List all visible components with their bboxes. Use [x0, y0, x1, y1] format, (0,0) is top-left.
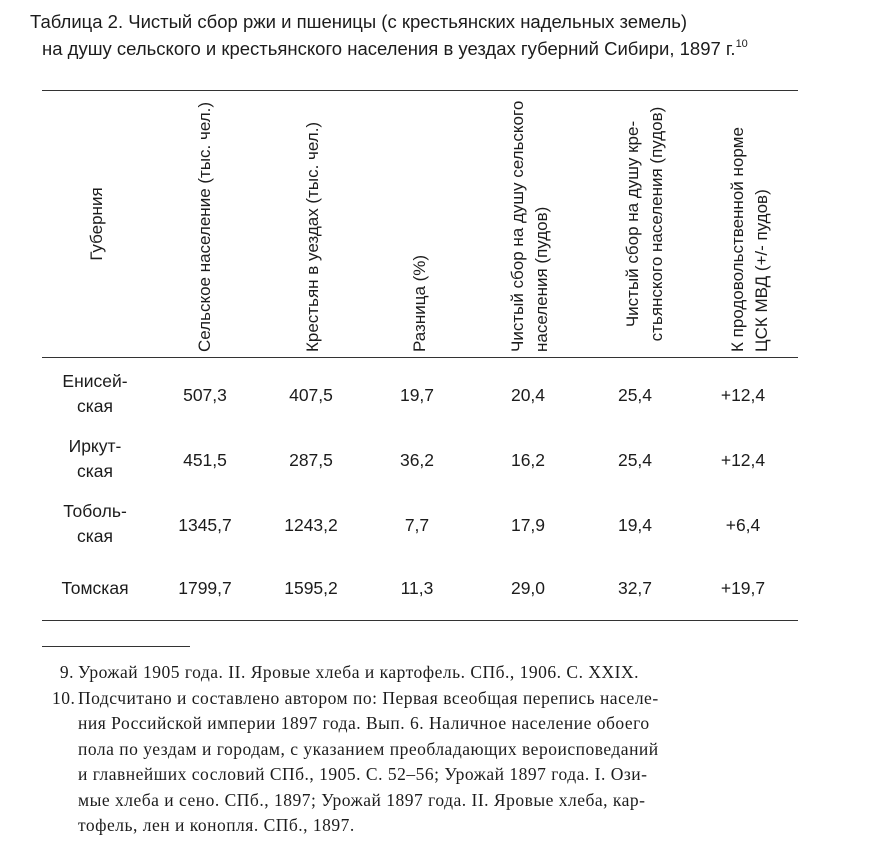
header-norm	[710, 96, 790, 352]
cell-per-peasant: 19,4	[617, 515, 653, 535]
header-text: К продовольственной норме ЦСК МВД (+/- пудов)	[728, 127, 771, 352]
cell-norm: +12,4	[720, 385, 766, 405]
header-text: Разница (%)	[410, 254, 429, 352]
cell-per-rural: 17,9	[510, 515, 546, 535]
header-per-rural	[490, 96, 570, 352]
header-peasants	[278, 96, 348, 352]
cell-rural: 507,3	[183, 385, 227, 405]
footnote-9	[59, 660, 810, 685]
table-top-rule	[42, 90, 798, 91]
header-text: Чистый сбор на душу крестьянского населения (пудов)	[623, 106, 666, 342]
header-gubernia	[62, 96, 132, 352]
footnote-text: ния Российской империи 1897 года. Вып. 6. Наличное население обоего	[78, 713, 650, 734]
cell-difference: 36,2	[399, 450, 435, 470]
footnote-number: 9.	[59, 662, 74, 682]
header-difference	[385, 96, 455, 352]
footnote-text: мые хлеба и сено. СПб., 1897; Урожай 1897 года. II. Яровые хлеба, кар-	[78, 789, 646, 810]
header-text: Сельское население (тыс. чел.)	[195, 101, 214, 352]
cell-norm: +6,4	[725, 515, 761, 535]
table-bottom-rule	[42, 620, 798, 621]
footnote-text: пола по уездам и городам, с указанием преобладающих вероисповеданий	[78, 738, 659, 759]
table-caption	[30, 8, 850, 62]
cell-rural: 1345,7	[178, 515, 232, 535]
cell-per-rural: 20,4	[510, 385, 546, 405]
cell-peasants: 287,5	[289, 450, 333, 470]
cell-rural: 1799,7	[178, 578, 232, 598]
cell-difference: 11,3	[400, 578, 434, 598]
footnote-10	[52, 686, 810, 838]
header-text: Крестьян в уездах (тыс. чел.)	[303, 121, 322, 352]
cell-norm: +12,4	[720, 450, 766, 470]
header-text: Чистый сбор на душу сельского населения (пудов)	[508, 100, 551, 352]
footnote-text: и главнейших сословий СПб., 1905. С. 52–56; Урожай 1897 года. I. Ози-	[78, 764, 648, 785]
caption-line-1: Таблица 2. Чистый сбор ржи и пшеницы (с крестьянских надельных земель)	[30, 11, 688, 32]
cell-rural: 451,5	[183, 450, 227, 470]
cell-per-peasant: 32,7	[617, 578, 653, 598]
footnote-text: тофель, лен и конопля. СПб., 1897.	[78, 815, 355, 836]
cell-peasants: 1595,2	[284, 578, 338, 598]
footnote-ref: 10	[735, 37, 748, 50]
cell-gubernia: Енисей- ская	[62, 371, 128, 416]
caption-line-2: на душу сельского и крестьянского населения в уездах губерний Сибири, 1897 г.$^{10}$	[42, 37, 748, 59]
footnote-text: Подсчитано и составлено автором по: Первая всеобщая перепись населе-	[78, 688, 659, 708]
cell-gubernia: Томская	[61, 578, 129, 598]
cell-per-rural: 16,2	[510, 450, 546, 470]
header-rural-population	[170, 96, 240, 352]
header-bottom-rule	[42, 357, 798, 358]
cell-gubernia: Тоболь- ская	[63, 501, 127, 546]
footnote-number: 10.	[52, 688, 76, 708]
cell-gubernia: Иркут- ская	[68, 436, 122, 481]
header-text: Губерния	[87, 187, 106, 261]
cell-difference: 7,7	[404, 515, 430, 535]
cell-per-peasant: 25,4	[617, 385, 653, 405]
cell-difference: 19,7	[399, 385, 435, 405]
cell-per-rural: 29,0	[510, 578, 546, 598]
cell-peasants: 1243,2	[284, 515, 338, 535]
footnote-text: Урожай 1905 года. II. Яровые хлеба и картофель. СПб., 1906. С. XXIX.	[78, 662, 639, 682]
cell-per-peasant: 25,4	[617, 450, 653, 470]
header-per-peasant	[595, 96, 695, 352]
cell-norm: +19,7	[720, 578, 766, 598]
footnote-separator	[42, 646, 190, 647]
cell-peasants: 407,5	[289, 385, 333, 405]
